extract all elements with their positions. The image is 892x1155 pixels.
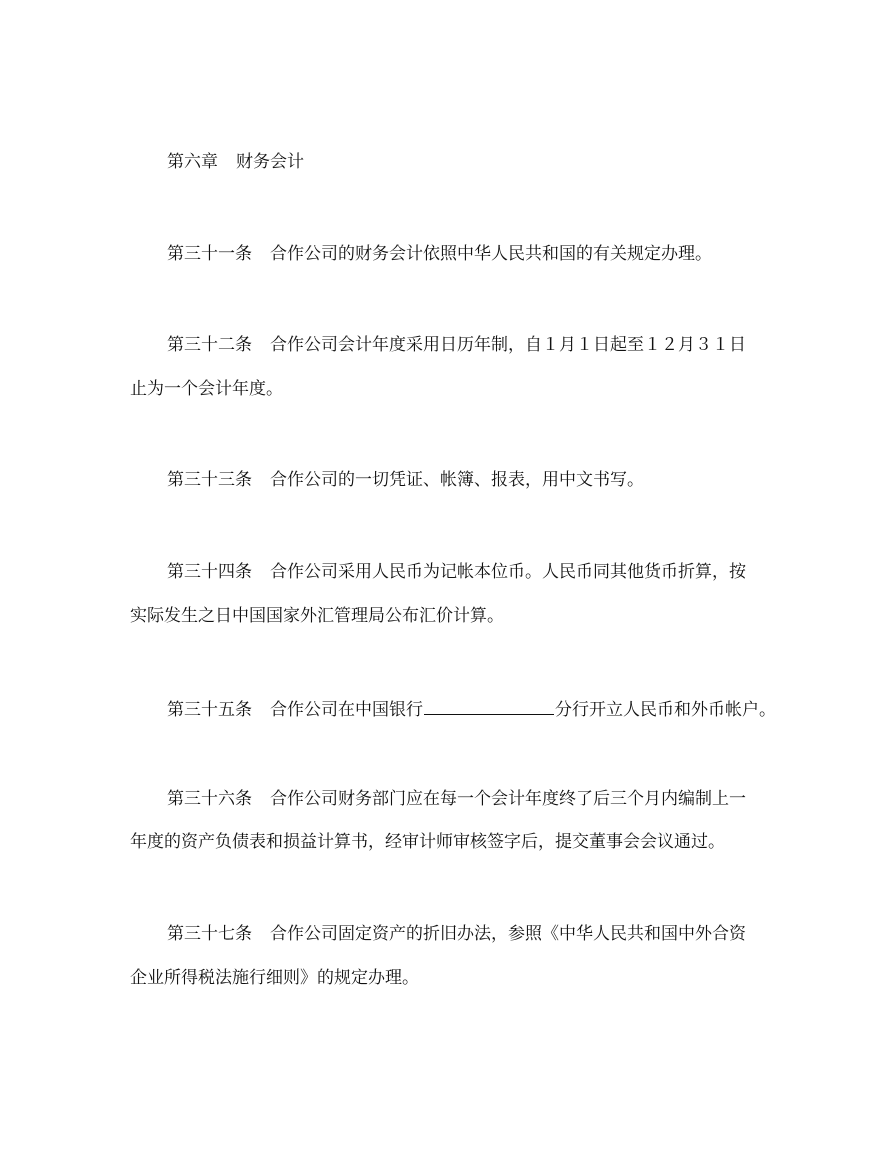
article-text-line: 企业所得税法施行细则》的规定办理。 bbox=[130, 968, 419, 988]
article-number: 第三十五条 bbox=[167, 700, 252, 720]
article-number: 第三十三条 bbox=[167, 470, 252, 490]
fill-in-blank bbox=[424, 696, 554, 715]
article-37-continuation bbox=[130, 967, 419, 989]
article-text-line: 实际发生之日中国国家外汇管理局公布汇价计算。 bbox=[130, 606, 504, 626]
article-text-line: 合作公司固定资产的折旧办法，参照《中华人民共和国中外合资 bbox=[270, 924, 746, 944]
article-text-line: 止为一个会计年度。 bbox=[130, 379, 283, 399]
article-text-line: 合作公司会计年度采用日历年制，自１月１日起至１２月３１日 bbox=[270, 335, 746, 355]
article-36 bbox=[167, 788, 746, 810]
article-31 bbox=[167, 243, 712, 265]
chapter-title: 财务会计 bbox=[236, 152, 304, 172]
article-number: 第三十二条 bbox=[167, 335, 252, 355]
article-text-line: 年度的资产负债表和损益计算书，经审计师审核签字后，提交董事会会议通过。 bbox=[130, 832, 725, 852]
article-text-line: 合作公司采用人民币为记帐本位币。人民币同其他货币折算，按 bbox=[270, 562, 746, 582]
chapter-heading bbox=[167, 151, 304, 173]
article-36-continuation bbox=[130, 831, 725, 853]
article-34-continuation bbox=[130, 605, 504, 627]
article-text-line: 合作公司财务部门应在每一个会计年度终了后三个月内编制上一 bbox=[270, 789, 746, 809]
article-32 bbox=[167, 334, 746, 356]
article-number: 第三十七条 bbox=[167, 924, 252, 944]
article-number: 第三十一条 bbox=[167, 244, 252, 264]
chapter-number: 第六章 bbox=[167, 152, 218, 172]
article-text-line: 合作公司的财务会计依照中华人民共和国的有关规定办理。 bbox=[270, 244, 712, 264]
article-37 bbox=[167, 923, 746, 945]
article-text-line: 合作公司的一切凭证、帐簿、报表，用中文书写。 bbox=[270, 470, 644, 490]
article-text-before-blank: 合作公司在中国银行 bbox=[270, 700, 423, 720]
article-33 bbox=[167, 469, 644, 491]
article-text-after-blank: 分行开立人民币和外币帐户。 bbox=[555, 700, 776, 720]
article-32-continuation bbox=[130, 378, 283, 400]
article-34 bbox=[167, 561, 746, 583]
article-35 bbox=[167, 696, 776, 721]
article-number: 第三十四条 bbox=[167, 562, 252, 582]
article-number: 第三十六条 bbox=[167, 789, 252, 809]
